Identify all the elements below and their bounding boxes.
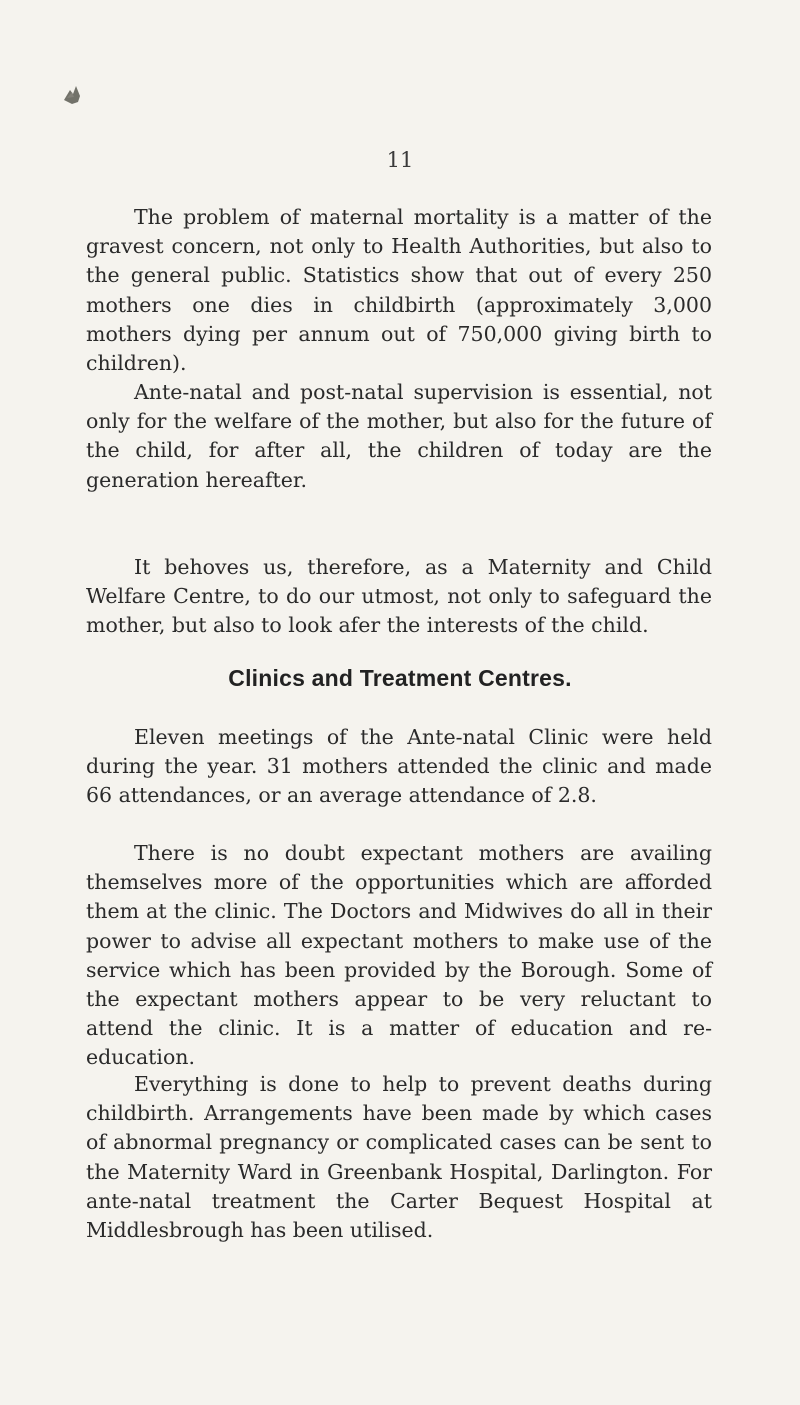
paragraph-supervision: Ante-natal and post-natal supervision is essential, not only for the welfare of the mother, but also for the future of the child, for after all, the children of today are the generation hereafter. [86,380,712,492]
paragraph-expectant-mothers: There is no doubt expectant mothers are availing themselves more of the opportunities which are afforded them at the clinic. The Doctors and Midwives do all in their power to advise all expectant mothers to make use of the service which has been provided by the Borough. Some of the expectant mothers appear to be very reluctant to attend the clinic. It is a matter of education and re-education. [86,841,712,1070]
page-number: 11 [386,148,414,172]
paragraph-clinic-meetings: Eleven meetings of the Ante-natal Clinic were held during the year. 31 mothers attended the clinic and made 66 attendances, or an average attendance of 2.8. [86,725,712,808]
paragraph-prevent-deaths: Everything is done to help to prevent deaths during childbirth. Arrangements have been made by which cases of abnormal pregnancy or complicated cases can be sent to the Maternity Ward in Greenbank Hospital, Darlington. For ante-natal treatment the Carter Bequest Hospital at Middlesbrough has been utilised. [86,1072,712,1243]
scan-mark-icon [58,80,88,110]
paragraph-maternal-mortality: The problem of maternal mortality is a matter of the gravest concern, not only to Health Authorities, but also to the general public. Statistics show that out of every 250 mothers one dies in childbirth (approximately 3,000 mothers dying per annum out of 750,000 giving birth to children). [86,205,712,376]
section-heading: Clinics and Treatment Centres. [228,665,572,691]
paragraph-centre-duty: It behoves us, therefore, as a Maternity and Child Welfare Centre, to do our utmost, not only to safeguard the mother, but also to look afer the interests of the child. [86,555,712,638]
